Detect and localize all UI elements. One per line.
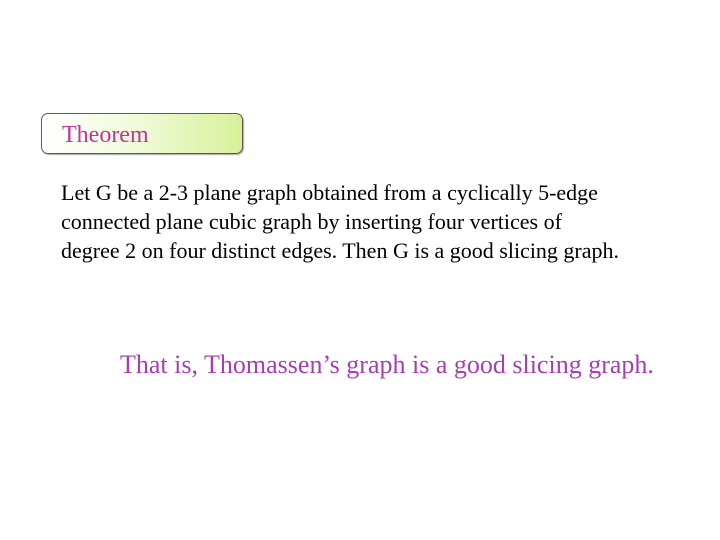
theorem-heading: Theorem [62, 122, 149, 148]
theorem-heading-box [41, 113, 243, 154]
theorem-line-2: connected plane cubic graph by inserting four vertices of [61, 209, 562, 234]
theorem-statement [61, 178, 701, 265]
remark-text: That is, Thomassen’s graph is a good slicing graph. [120, 350, 654, 379]
theorem-line-1: Let G be a 2-3 plane graph obtained from a cyclically 5-edge [61, 180, 598, 205]
theorem-line-3: degree 2 on four distinct edges. Then G is a good slicing graph. [61, 238, 620, 263]
